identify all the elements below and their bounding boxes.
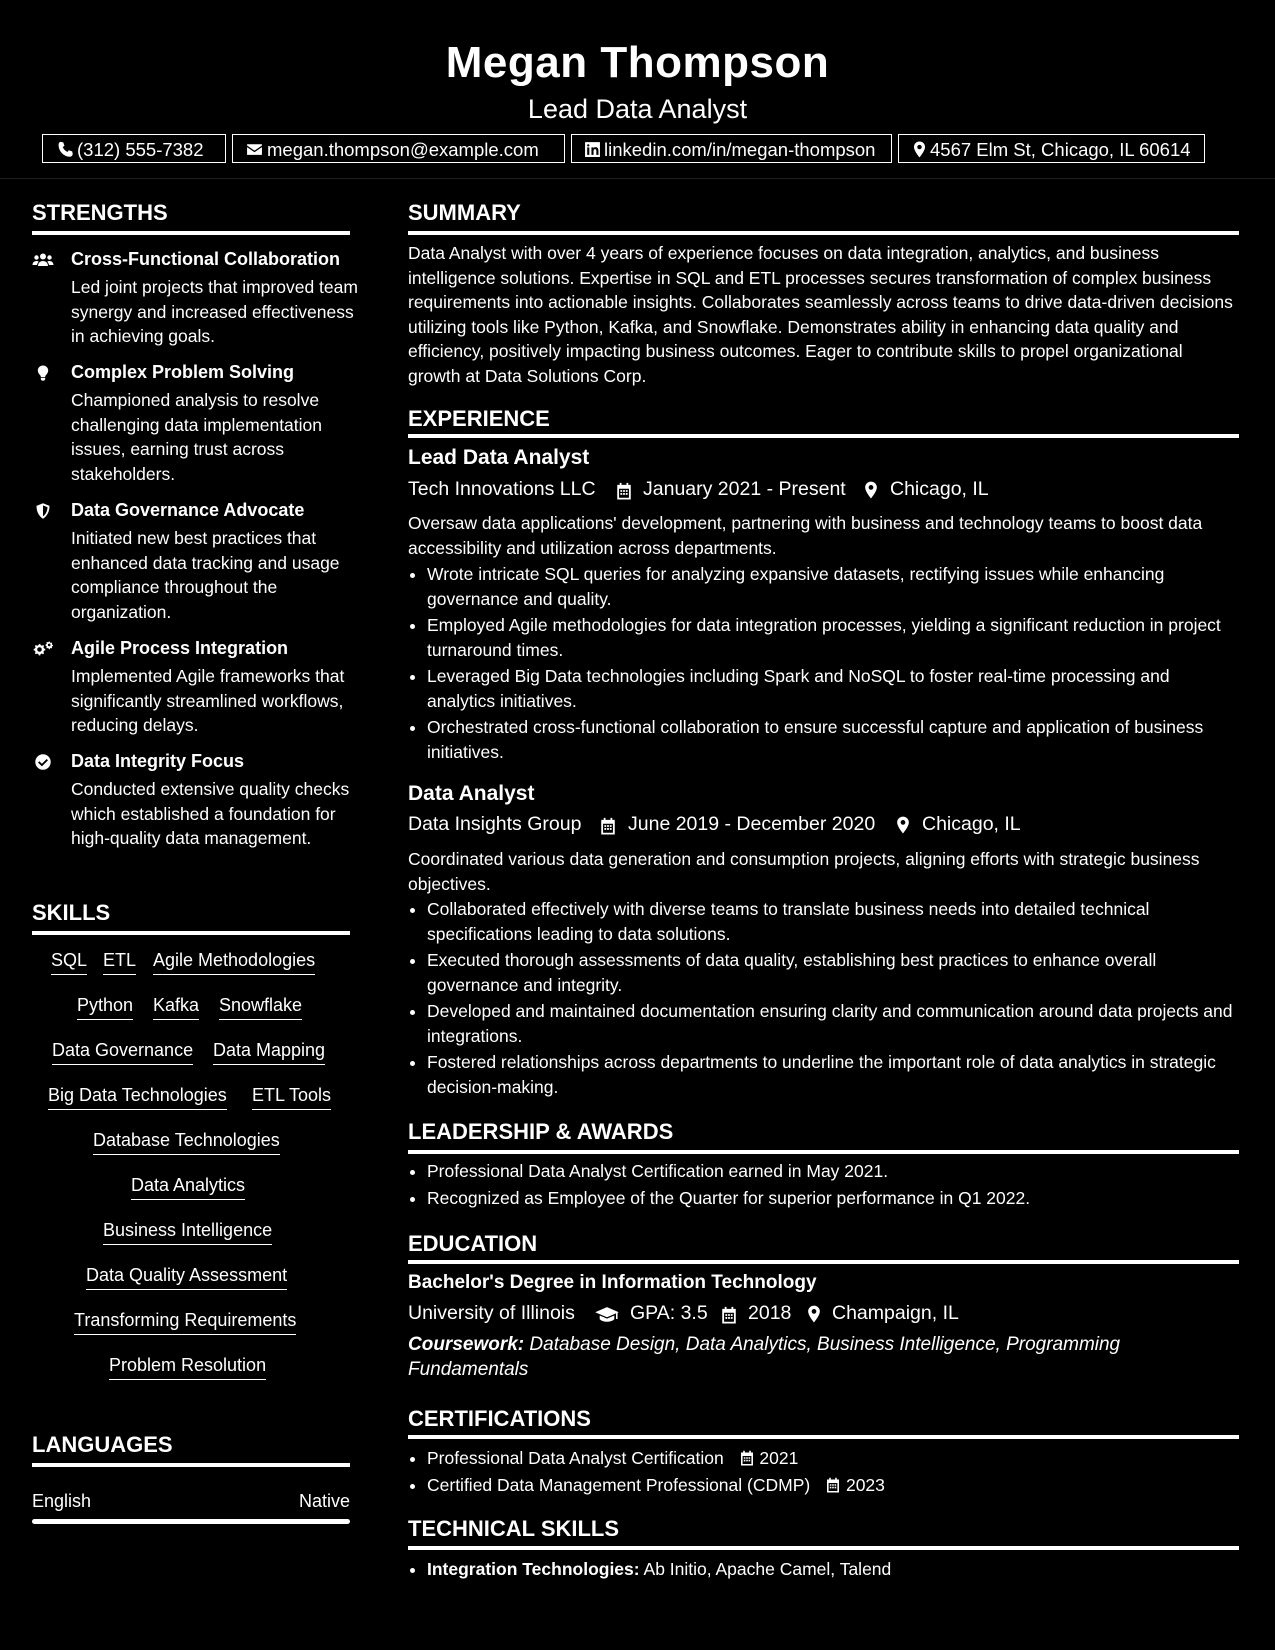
technical-skill-value: Ab Initio, Apache Camel, Talend <box>643 1559 892 1579</box>
skill-tag: Snowflake <box>219 995 302 1020</box>
job-dates: January 2021 - Present <box>643 478 846 500</box>
education-location: Champaign, IL <box>832 1302 959 1324</box>
leadership-list <box>408 1159 1237 1212</box>
gears-icon <box>32 640 54 658</box>
skill-tag: Business Intelligence <box>103 1220 272 1245</box>
certification-name: Professional Data Analyst Certification <box>427 1448 724 1468</box>
coursework <box>408 1333 1218 1382</box>
certification-item <box>427 1473 1237 1498</box>
certification-year: 2021 <box>759 1448 799 1468</box>
technical-skills-heading: TECHNICAL SKILLS <box>408 1516 620 1541</box>
language-level-bar <box>32 1519 350 1524</box>
job-location: Chicago, IL <box>922 813 1021 835</box>
technical-skill-label: Integration Technologies: <box>427 1559 640 1579</box>
address-text: 4567 Elm St, Chicago, IL 60614 <box>930 139 1191 160</box>
coursework-label: Coursework: <box>408 1334 525 1355</box>
calendar-icon <box>615 481 633 501</box>
education-gpa: GPA: 3.5 <box>630 1302 708 1324</box>
job-meta <box>408 478 1238 504</box>
skill-tag: Transforming Requirements <box>74 1310 296 1335</box>
summary-text: Data Analyst with over 4 years of experience focuses on data integration, analytics, and business intelligence solutions. Expertise in SQL and ETL processes secures transformation of complex business requirements into actionable insights. Collaborates seamlessly across teams to drive data-driven decisions utilizing tools like Python, Kafka, and Snowflake. Demonstrates ability in enhancing data quality and efficiency, positively impacting business outcomes. Eager to contribute skills to propel organizational growth at Data Solutions Corp. <box>408 243 1233 386</box>
skill-tag: Python <box>77 995 133 1020</box>
experience-rule <box>408 434 1239 438</box>
job-bullet: • Collaborated effectively with diverse teams to translate business needs into detailed technical specifications leading to data solutions. <box>427 897 1237 946</box>
certification-item <box>427 1446 1237 1471</box>
job-description: Coordinated various data generation and consumption projects, aligning efforts with strategic business objectives. <box>408 849 1200 894</box>
shield-icon <box>32 502 54 520</box>
certifications-list <box>408 1446 1237 1499</box>
job-bullet: • Employed Agile methodologies for data integration processes, yielding a significant reduction in project turnaround times. <box>427 613 1237 662</box>
job-bullet: • Fostered relationships across departments to underline the important role of data analytics in strategic decision-making. <box>427 1050 1237 1099</box>
strength-desc: Conducted extensive quality checks which established a foundation for high-quality data management. <box>71 779 350 848</box>
users-icon <box>32 251 54 269</box>
candidate-role: Lead Data Analyst <box>527 94 748 124</box>
languages-rule <box>32 1463 350 1467</box>
language-name: English <box>32 1491 92 1511</box>
strength-desc: Initiated new best practices that enhanced data tracking and usage compliance throughout the organization. <box>71 528 340 622</box>
job-company: Data Insights Group <box>408 813 582 835</box>
map-marker-icon <box>894 815 912 835</box>
skill-tag: Data Governance <box>52 1040 193 1065</box>
job-bullets <box>408 562 1237 766</box>
phone-icon <box>57 141 74 158</box>
technical-skills-rule <box>408 1546 1239 1550</box>
address-chip[interactable] <box>898 134 1205 163</box>
linkedin-text: linkedin.com/in/megan-thompson <box>604 139 876 160</box>
phone-text: (312) 555-7382 <box>77 139 204 160</box>
leadership-item: • Recognized as Employee of the Quarter for superior performance in Q1 2022. <box>427 1186 1237 1211</box>
job-location: Chicago, IL <box>890 478 989 500</box>
strength-desc: Championed analysis to resolve challenging data implementation issues, earning trust across stakeholders. <box>71 390 322 484</box>
education-meta <box>408 1302 1238 1328</box>
leadership-rule <box>408 1150 1239 1154</box>
job-bullet: • Executed thorough assessments of data quality, establishing best practices to enhance overall governance and integrity. <box>427 948 1237 997</box>
skill-tag: Data Analytics <box>131 1175 245 1200</box>
leadership-heading: LEADERSHIP & AWARDS <box>408 1119 674 1144</box>
graduation-cap-icon <box>594 1306 620 1324</box>
check-circle-icon <box>32 753 54 771</box>
school-name: University of Illinois <box>408 1302 575 1324</box>
job-bullet: • Developed and maintained documentation ensuring clarity and communication around data projects and integrations. <box>427 999 1237 1048</box>
job-company: Tech Innovations LLC <box>408 478 596 500</box>
skill-tag: Database Technologies <box>93 1130 280 1155</box>
certification-year: 2023 <box>845 1474 885 1495</box>
skill-tag: Problem Resolution <box>109 1355 266 1380</box>
phone-chip[interactable] <box>42 134 226 163</box>
strength-title: Data Governance Advocate <box>71 500 305 520</box>
skills-heading: SKILLS <box>32 900 111 925</box>
technical-skills-list <box>408 1557 1237 1584</box>
degree-title: Bachelor's Degree in Information Technology <box>408 1272 817 1293</box>
skill-tag: ETL <box>103 950 136 975</box>
education-year: 2018 <box>748 1302 792 1324</box>
map-marker-icon <box>911 141 928 158</box>
skill-tag: Big Data Technologies <box>48 1085 227 1110</box>
email-chip[interactable] <box>232 134 565 163</box>
envelope-icon <box>246 141 263 158</box>
linkedin-icon <box>584 141 601 158</box>
summary-heading: SUMMARY <box>408 200 521 225</box>
job-bullets <box>408 897 1237 1101</box>
skill-tag: ETL Tools <box>252 1085 331 1110</box>
strength-title: Cross-Functional Collaboration <box>71 249 341 269</box>
contact-bar <box>42 134 1226 165</box>
strength-title: Complex Problem Solving <box>71 362 295 382</box>
certifications-heading: CERTIFICATIONS <box>408 1406 591 1431</box>
skill-tag: Kafka <box>153 995 199 1020</box>
skill-tag: Data Mapping <box>213 1040 325 1065</box>
strength-desc: Led joint projects that improved team synergy and increased effectiveness in achieving goals. <box>71 277 358 346</box>
job-title: Data Analyst <box>408 782 535 805</box>
strength-desc: Implemented Agile frameworks that significantly streamlined workflows, reducing delays. <box>71 666 345 735</box>
languages-heading: LANGUAGES <box>32 1432 173 1457</box>
strength-title: Data Integrity Focus <box>71 751 245 771</box>
technical-skill-item <box>427 1557 1237 1582</box>
coursework-list: Database Design, Data Analytics, Business Intelligence, Programming Fundamentals <box>408 1334 1121 1380</box>
calendar-icon <box>825 1476 841 1494</box>
job-bullet: • Wrote intricate SQL queries for analyzing expansive datasets, rectifying issues while enhancing governance and quality. <box>427 562 1237 611</box>
strength-title: Agile Process Integration <box>71 638 289 658</box>
experience-heading: EXPERIENCE <box>408 406 550 431</box>
resume-header <box>0 0 1275 178</box>
certifications-rule <box>408 1435 1239 1439</box>
calendar-icon <box>599 816 617 836</box>
strengths-rule <box>32 231 350 235</box>
job-dates: June 2019 - December 2020 <box>628 813 876 835</box>
strengths-heading: STRENGTHS <box>32 200 168 225</box>
job-bullet: • Orchestrated cross-functional collaboration to ensure successful capture and application of business initiatives. <box>427 715 1237 764</box>
education-heading: EDUCATION <box>408 1231 538 1256</box>
skill-tag: SQL <box>51 950 87 975</box>
education-rule <box>408 1260 1239 1264</box>
email-text: megan.thompson@example.com <box>267 139 539 160</box>
candidate-name: Megan Thompson <box>445 38 830 87</box>
job-meta <box>408 813 1238 839</box>
map-marker-icon <box>805 1304 823 1324</box>
calendar-icon <box>739 1449 755 1467</box>
leadership-item: • Professional Data Analyst Certification earned in May 2021. <box>427 1159 1237 1184</box>
job-description: Oversaw data applications' development, partnering with business and technology teams to boost data accessibility and utilization across departments. <box>408 513 1203 558</box>
skill-tag: Agile Methodologies <box>153 950 315 975</box>
map-marker-icon <box>862 480 880 500</box>
lightbulb-icon <box>32 364 54 382</box>
summary-rule <box>408 231 1239 235</box>
calendar-icon <box>720 1305 738 1325</box>
certification-name: Certified Data Management Professional (CDMP) <box>427 1474 811 1495</box>
skills-rule <box>32 931 350 935</box>
language-level: Native <box>298 1491 350 1511</box>
skill-tag: Data Quality Assessment <box>86 1265 287 1290</box>
job-title: Lead Data Analyst <box>408 446 590 469</box>
job-bullet: • Leveraged Big Data technologies including Spark and NoSQL to foster real-time processing and analytics initiatives. <box>427 664 1237 713</box>
linkedin-chip[interactable] <box>571 134 892 163</box>
